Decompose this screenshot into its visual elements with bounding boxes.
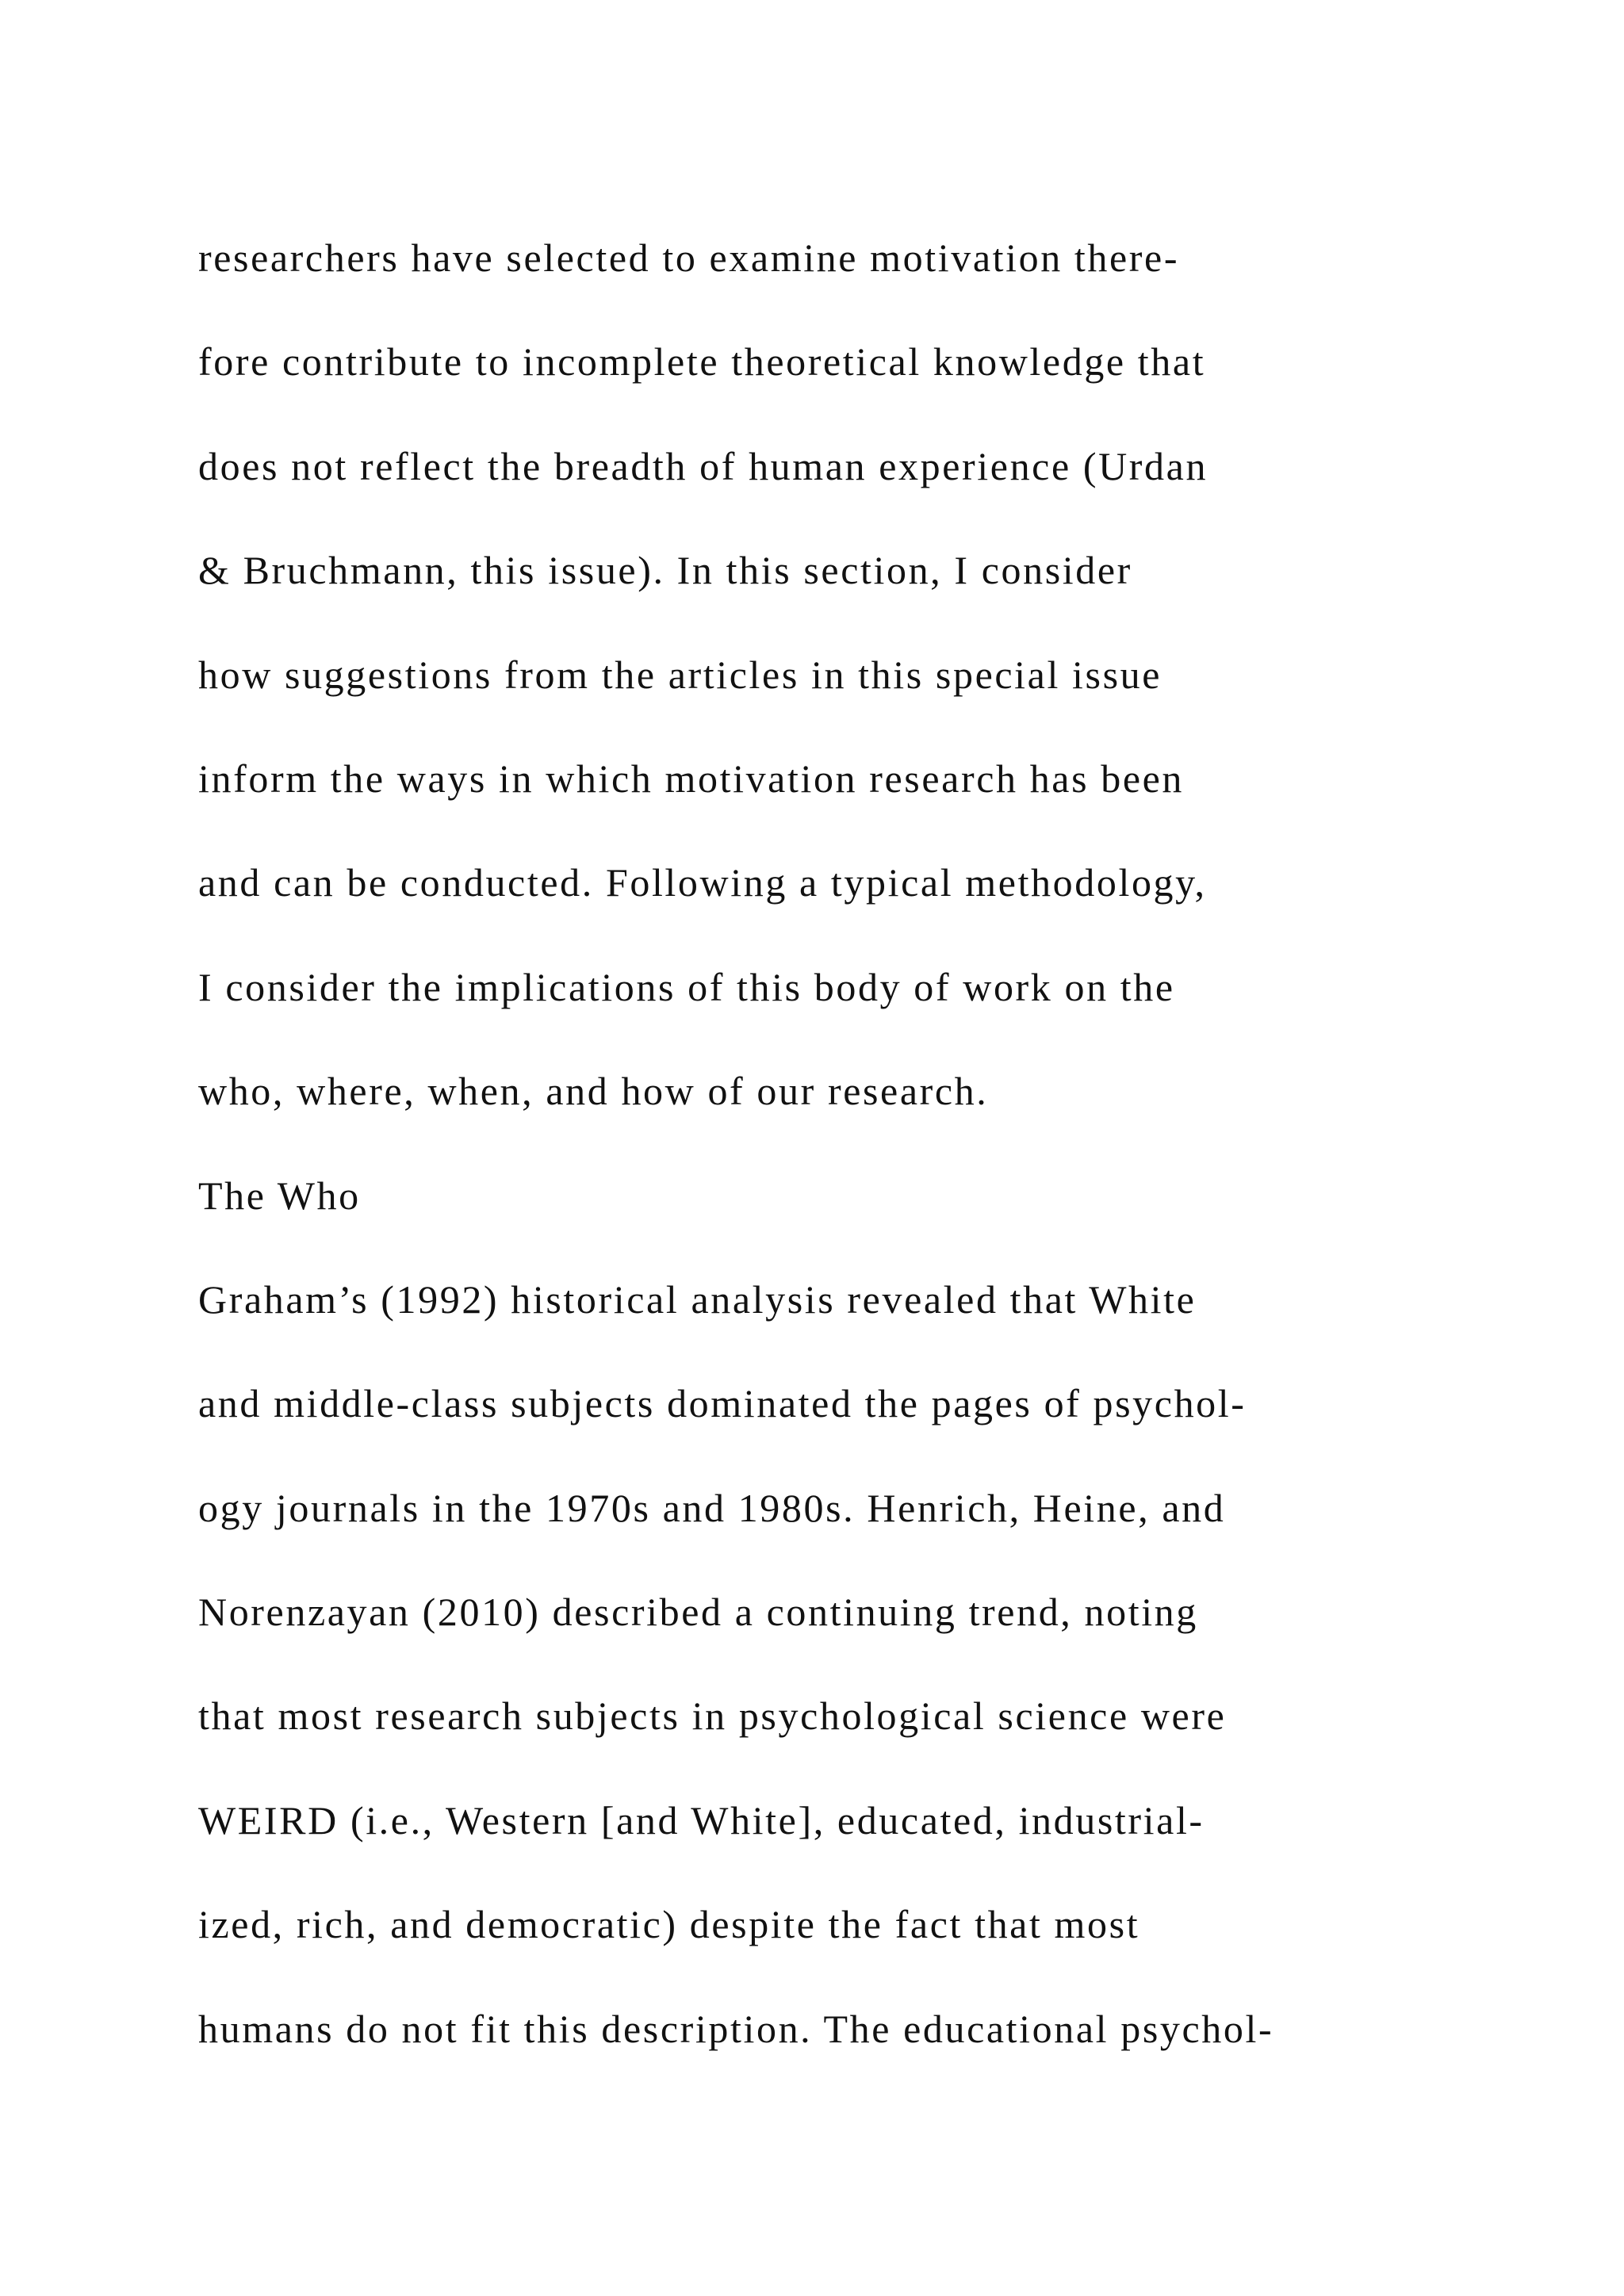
text-line: researchers have selected to examine motivation there-	[198, 235, 1180, 280]
text-line: and middle-class subjects dominated the pages of psychol-	[198, 1381, 1247, 1426]
text-line: how suggestions from the articles in this special issue	[198, 652, 1162, 697]
text-line: WEIRD (i.e., Western [and White], educated, industrial-	[198, 1797, 1205, 1843]
text-line: that most research subjects in psychological science were	[198, 1693, 1227, 1739]
text-line: ogy journals in the 1970s and 1980s. Henrich, Heine, and	[198, 1485, 1226, 1530]
text-line: who, where, when, and how of our research.	[198, 1069, 989, 1114]
section-heading: The Who	[198, 1173, 361, 1218]
text-line: inform the ways in which motivation research has been	[198, 756, 1185, 801]
text-line: ized, rich, and democratic) despite the fact that most	[198, 1902, 1140, 1947]
text-line: I consider the implications of this body of work on the	[198, 964, 1175, 1009]
body-text	[198, 234, 1586, 2109]
text-line: & Bruchmann, this issue). In this section, I consider	[198, 548, 1132, 593]
text-line: humans do not fit this description. The educational psychol-	[198, 2006, 1274, 2051]
text-line: Graham’s (1992) historical analysis revealed that White	[198, 1276, 1197, 1322]
text-line: and can be conducted. Following a typical methodology,	[198, 860, 1207, 905]
text-line: Norenzayan (2010) described a continuing trend, noting	[198, 1590, 1198, 1635]
text-line: does not reflect the breadth of human experience (Urdan	[198, 443, 1208, 488]
text-line: fore contribute to incomplete theoretical knowledge that	[198, 339, 1206, 385]
